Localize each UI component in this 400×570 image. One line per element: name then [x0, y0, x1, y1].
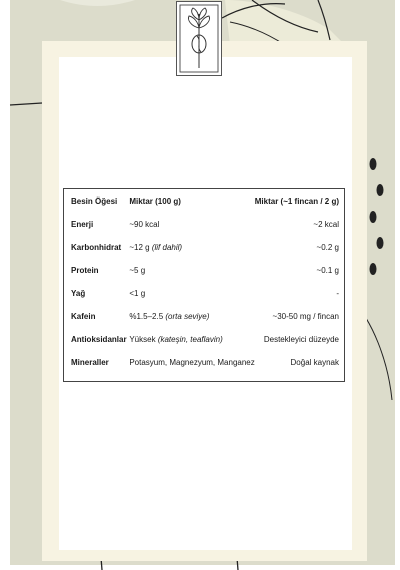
table-row	[64, 259, 344, 282]
table-header-row	[64, 189, 344, 213]
amount-per-cup: ~0.2 g	[316, 243, 339, 252]
table-row	[64, 282, 344, 305]
amount-note: (lif dahil)	[151, 243, 183, 252]
amount-100g: ~5 g	[129, 266, 146, 275]
amount-100g: %1.5–2.5 (orta seviye)	[129, 312, 210, 321]
column-header-amount-100g: Miktar (100 g)	[129, 196, 181, 206]
amount-100g: ~12 g (lif dahil)	[129, 243, 183, 252]
nutrient-name: Karbonhidrat	[71, 243, 122, 252]
nutrient-name: Enerji	[71, 220, 94, 229]
amount-note: (orta seviye)	[165, 312, 210, 321]
nutrient-name: Yağ	[71, 289, 86, 298]
amount-100g: Yüksek (kateşin, teaflavin)	[129, 335, 223, 344]
amount-per-cup: Destekleyici düzeyde	[263, 335, 339, 344]
table-row	[64, 305, 344, 328]
amount-per-cup: ~0.1 g	[316, 266, 339, 275]
tea-leaf-logo-icon	[177, 2, 223, 77]
amount-100g: ~90 kcal	[129, 220, 160, 229]
amount-per-cup: ~30-50 mg / fincan	[272, 312, 339, 321]
nutrition-table	[63, 188, 345, 382]
table-row	[64, 236, 344, 259]
amount-100g: <1 g	[129, 289, 146, 298]
amount-per-cup: Doğal kaynak	[290, 358, 339, 367]
nutrient-name: Antioksidanlar	[71, 335, 127, 344]
nutrient-name: Protein	[71, 266, 99, 275]
table-row	[64, 351, 344, 374]
nutrient-name: Mineraller	[71, 358, 109, 367]
table-row	[64, 213, 344, 236]
column-header-amount-cup: Miktar (~1 fincan / 2 g)	[254, 196, 339, 206]
amount-100g: Potasyum, Magnezyum, Manganez	[129, 358, 255, 367]
amount-per-cup: ~2 kcal	[313, 220, 339, 229]
amount-note: (kateşin, teaflavin)	[157, 335, 223, 344]
logo-tag	[176, 1, 222, 76]
nutrient-name: Kafein	[71, 312, 96, 321]
table-row	[64, 328, 344, 351]
column-header-nutrient: Besin Öğesi	[71, 196, 118, 206]
amount-per-cup: -	[336, 289, 339, 298]
